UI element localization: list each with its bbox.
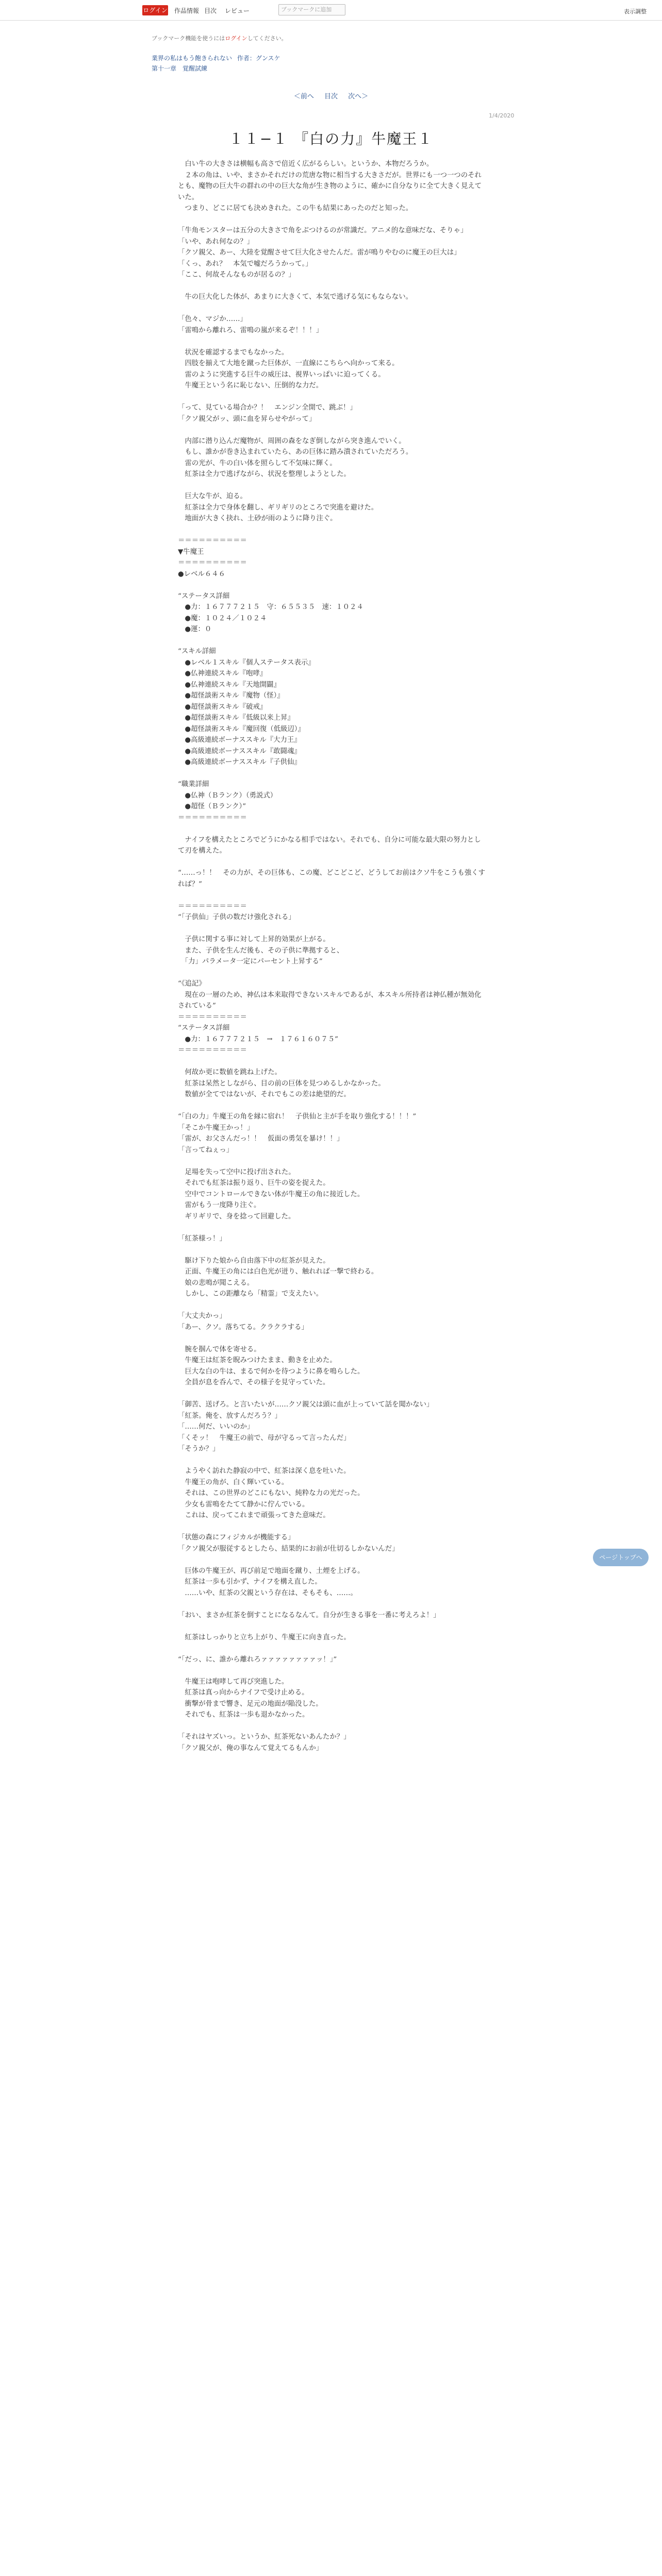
body-paragraph — [178, 635, 487, 647]
body-paragraph — [178, 857, 487, 868]
body-paragraph: それは、この世界のどこにもない、純粋な力の光だった。 — [178, 1489, 365, 1497]
body-paragraph — [178, 1621, 487, 1632]
body-paragraph: ＝＝＝＝＝＝＝＝＝＝ — [178, 902, 247, 910]
body-paragraph: 牛魔王の角が、白く輝いている。 — [178, 1478, 289, 1486]
body-paragraph — [178, 1222, 487, 1233]
body-paragraph: “「子供仙」子供の数だけ強化される」 — [178, 913, 295, 921]
login-notice — [152, 34, 287, 42]
body-paragraph — [178, 281, 487, 292]
body-paragraph — [178, 768, 487, 779]
body-paragraph: 「紅茶。俺を、放すんだろう？」 — [178, 1412, 282, 1420]
top-nav — [0, 0, 662, 21]
body-paragraph: ●仏神連続スキル『天地開闢』 — [178, 681, 281, 689]
next-link[interactable]: 次へ＞ — [348, 93, 369, 100]
body-paragraph: ＝＝＝＝＝＝＝＝＝＝ — [178, 559, 247, 567]
login-notice-suffix: してください。 — [247, 35, 287, 42]
login-notice-prefix: ブックマーク機能を使うには — [152, 35, 225, 42]
body-paragraph — [178, 303, 487, 314]
body-paragraph: 「力」パラメータ一定にパーセント上昇する” — [178, 958, 323, 965]
body-paragraph: 何故か更に数値を跳ね上げた。 — [178, 1069, 282, 1076]
body-paragraph: 数値が全てではないが、それでもこの差は絶望的だ。 — [178, 1091, 351, 1098]
toc-link[interactable]: 目次 — [324, 93, 338, 100]
body-paragraph: 「ここ、何故そんなものが居るの？」 — [178, 271, 295, 279]
body-paragraph — [178, 1554, 487, 1566]
body-paragraph: これは、戻ってこれまで頑張ってきた意味だ。 — [178, 1512, 330, 1519]
body-paragraph: 駆け下りた娘から自由落下中の紅茶が見えた。 — [178, 1257, 330, 1265]
bookmark-field[interactable]: ブックマークに追加 — [278, 4, 345, 15]
body-paragraph: 腕を掴んで体を寄せる。 — [178, 1345, 261, 1353]
body-paragraph: それでも、紅茶は一歩も退かなかった。 — [178, 1711, 309, 1719]
body-paragraph: 少女も雷鳴をたてて静かに佇んでいる。 — [178, 1500, 309, 1509]
body-paragraph — [178, 1056, 487, 1067]
body-paragraph: 「そこか牛魔王かっ！」 — [178, 1124, 254, 1132]
body-paragraph: また、子供を生んだ後も、その子供に準拠すると、 — [178, 946, 344, 955]
body-paragraph — [178, 580, 487, 591]
episode-title: １１−１ 『白の力』牛魔王１ — [228, 130, 434, 147]
body-paragraph: 紅茶は呆然としながら、目の前の巨体を見つめるしかなかった。 — [178, 1079, 385, 1088]
body-paragraph: 巨大な牛が、迫る。 — [178, 493, 247, 500]
body-paragraph: 正面、牛魔王の角には白色光が迸り、触れれば一撃で終わる。 — [178, 1268, 378, 1276]
login-button[interactable]: ログイン — [142, 5, 168, 15]
series-title[interactable]: 業界の私はもう飽きられない — [152, 55, 233, 62]
body-paragraph: 牛魔王という名に恥じない、圧倒的な力だ。 — [178, 382, 323, 389]
body-paragraph: 「大丈夫かっ」 — [178, 1312, 226, 1320]
body-paragraph — [178, 336, 487, 347]
body-paragraph: ●運：０ — [178, 625, 212, 633]
body-paragraph: 全員が息を呑んで、その様子を見守っていた。 — [178, 1379, 330, 1386]
author-label: 作者： — [237, 55, 256, 62]
body-paragraph: ●力：１６７７７２１５ → １７６１６０７５” — [178, 1035, 338, 1043]
body-paragraph: 「いや、あれ何なの？」 — [178, 238, 254, 246]
body-paragraph — [178, 1643, 487, 1654]
body-paragraph: 雷の光が、牛の白い体を照らして不気味に輝く。 — [178, 459, 337, 467]
body-paragraph: ●超怪談術スキル『魔回復（低級辺）』 — [178, 725, 305, 733]
body-paragraph: ●魔：１０２４／１０２４ — [178, 614, 267, 622]
body-paragraph: 牛魔王は紅茶を睨みつけたまま、動きを止めた。 — [178, 1357, 337, 1364]
body-paragraph: 紅茶は全力で身体を翻し、ギリギリのところで突進を避けた。 — [178, 503, 378, 512]
body-paragraph: ギリギリで、身を捻って回避した。 — [178, 1212, 295, 1221]
body-paragraph: 「状態の森にフィジカルが機能する」 — [178, 1534, 295, 1541]
body-paragraph — [178, 1521, 487, 1533]
body-paragraph: 「クソ親父が、俺の事なんて覚えてるもんか」 — [178, 1744, 323, 1752]
body-paragraph: 地面が大きく抉れ、土砂が雨のように降り注ぐ。 — [178, 515, 337, 522]
display-settings-link[interactable]: 表示調整 — [624, 8, 647, 15]
nav-link-info[interactable]: 作品情報 — [174, 7, 200, 14]
body-paragraph: 「雷が、お父さんだっ！！ 仮面の勇気を暴け！！」 — [178, 1135, 344, 1143]
body-paragraph: ●力：１６７７７２１５ 守：６５５３５ 速：１０２４ — [178, 603, 363, 611]
body-paragraph: 現在の一層のため、神仏は本来取得できないスキルであるが、本スキル所持者は神仏種が無効化されている” — [178, 991, 482, 1010]
body-paragraph: 状況を確認するまでもなかった。 — [178, 348, 289, 357]
body-paragraph — [178, 392, 487, 403]
body-paragraph: ●高級連続ボーナススキル『子供仙』 — [178, 758, 301, 766]
body-paragraph — [178, 823, 487, 835]
body-paragraph — [178, 1388, 487, 1400]
body-paragraph: しかし、この距離なら「精霊」で支えたい。 — [178, 1290, 323, 1298]
body-paragraph: 紅茶は全力で逃げながら、状況を整理しようとした。 — [178, 470, 351, 478]
body-paragraph: “《追記》 — [178, 980, 206, 988]
body-paragraph — [178, 425, 487, 436]
body-paragraph — [178, 524, 487, 536]
body-paragraph: ●超怪談術スキル『破戒』 — [178, 703, 267, 711]
body-paragraph — [178, 1665, 487, 1676]
body-paragraph: 紅茶は一歩も引かず、ナイフを構え直した。 — [178, 1578, 322, 1586]
body-paragraph: 四肢を揃えて大地を蹴った巨体が、一直線にこちらへ向かって来る。 — [178, 360, 399, 367]
body-paragraph: 「あー、クソ。落ちてる。クラクラする」 — [178, 1323, 308, 1331]
body-paragraph: ……いや、紅茶の父親という存在は、そもそも、……。 — [178, 1589, 357, 1597]
pager-top — [0, 91, 662, 100]
body-paragraph — [178, 968, 487, 979]
body-paragraph: 「御苦、送げろ。と言いたいが……クソ親父は頭に血が上っていて話を聞かない」 — [178, 1401, 434, 1409]
chapter-group: 第十一章 覚醒試練 — [152, 65, 208, 72]
body-paragraph: ●超怪談術スキル『低級以来上昇』 — [178, 714, 294, 722]
body-paragraph: “「だっ、に、誰から離れろァァァァァァァァッ！」” — [178, 1655, 337, 1664]
body-paragraph — [178, 1300, 487, 1311]
body-paragraph: ●超怪談術スキル『魔物（怪）』 — [178, 692, 284, 700]
post-date: 1/4/2020 — [489, 112, 515, 119]
body-paragraph — [178, 1721, 487, 1732]
body-paragraph: ●超怪（Ｂランク）” — [178, 803, 246, 810]
body-paragraph: ＝＝＝＝＝＝＝＝＝＝ — [178, 1013, 247, 1021]
body-paragraph — [178, 890, 487, 901]
nav-link-toc[interactable]: 目次 — [204, 7, 217, 14]
body-paragraph: 「紅茶様っ！」 — [178, 1234, 226, 1243]
prev-link[interactable]: ＜前へ — [293, 93, 314, 100]
body-paragraph: 「……何だ、いいのか」 — [178, 1423, 254, 1431]
body-paragraph: 雷がもう一度降り注ぐ。 — [178, 1201, 261, 1209]
body-paragraph — [178, 1100, 487, 1112]
body-paragraph: 「クソ親父が服従するとしたら、結果的にお前が仕切るしかないんだ」 — [178, 1545, 399, 1553]
body-paragraph: ＝＝＝＝＝＝＝＝＝＝ — [178, 1046, 247, 1054]
author-name[interactable]: グンスケ — [255, 55, 280, 62]
episode-body — [178, 159, 487, 1754]
body-paragraph: 「言ってねぇっ」 — [178, 1146, 234, 1154]
page-top-button[interactable]: ページトップへ — [593, 1549, 649, 1566]
body-paragraph: ナイフを構えたところでどうにかなる相手ではない。それでも、自分に可能な最大限の努力として刃を構えた。 — [178, 836, 481, 855]
body-paragraph: ●高級連続ボーナススキル『敢闘魂』 — [178, 747, 301, 755]
body-paragraph: 牛魔王は咆哮して再び突進した。 — [178, 1677, 289, 1686]
nav-link-review[interactable]: レビュー — [225, 7, 250, 14]
body-paragraph: ●仏神（Ｂランク）（勇説式） — [178, 791, 277, 800]
body-paragraph: 牛の巨大化した体が、あまりに大きくて、本気で逃げる気にもならない。 — [178, 293, 413, 301]
body-paragraph: 内部に潜り込んだ魔物が、周囲の森をなぎ倒しながら突き進んでいく。 — [178, 437, 406, 445]
body-paragraph: “……っ！！ その力が、その巨体も、この魔、どこどこど、どうしてお前はクソ牛をこうも強くすれば？” — [178, 869, 486, 888]
body-paragraph — [178, 1244, 487, 1256]
body-paragraph — [178, 923, 487, 935]
body-paragraph: 雷のように突進する巨牛の威圧は、視界いっぱいに迫ってくる。 — [178, 370, 385, 379]
body-paragraph: “職業詳細 — [178, 781, 209, 788]
body-paragraph: “ステータス詳細 — [178, 592, 230, 600]
body-paragraph: “スキル詳細 — [178, 648, 216, 655]
body-paragraph: 「クソ親父がッ、頭に血を昇らせやがって」 — [178, 415, 316, 423]
body-paragraph: ▼牛魔王 — [178, 548, 204, 556]
body-paragraph: 紅茶はしっかりと立ち上がり、牛魔王に向き直った。 — [178, 1633, 351, 1641]
body-paragraph: 「おい、まさか紅茶を倒すことになるなんて。自分が生きる事を一番に考えろよ！」 — [178, 1611, 440, 1619]
body-paragraph: ●レベル６４６ — [178, 570, 226, 578]
body-paragraph: 娘の悲鳴が聞こえる。 — [178, 1279, 254, 1287]
body-paragraph: “「白の力」牛魔王の角を縁に宿れ！ 子供仙と主が手を取り強化する！！！” — [178, 1113, 417, 1121]
body-paragraph: 白い牛の大きさは横幅も高さで倍近く広がるらしい。というか、本物だろうか。 — [178, 160, 434, 168]
body-paragraph: 「そうか？」 — [178, 1445, 220, 1453]
body-paragraph — [178, 480, 487, 492]
body-paragraph — [178, 1156, 487, 1167]
body-paragraph: 「クソ親父、あー、大陸を覚醒させて巨大化させたんだ。雷が鳴りやむのに魔王の巨大は」 — [178, 249, 461, 257]
body-paragraph: 「雷鳴から離れろ、雷鳴の嵐が来るぞ！！！」 — [178, 326, 323, 334]
login-notice-link[interactable]: ログイン — [225, 35, 247, 42]
body-paragraph: 足場を失って空中に投げ出された。 — [178, 1168, 295, 1176]
body-paragraph: もし、誰かが巻き込まれていたら、あの巨体に踏み潰されていただろう。 — [178, 448, 413, 456]
body-paragraph: 「って、見ている場合か？！ エンジン全開で、跳ぶ！」 — [178, 404, 357, 412]
body-paragraph: ●高級連続ボーナススキル『大力王』 — [178, 736, 301, 744]
body-paragraph — [178, 1333, 487, 1344]
body-paragraph: 巨大な白の牛は、まるで何かを待つように鼻を鳴らした。 — [178, 1367, 365, 1376]
body-paragraph: 「色々、マジか……」 — [178, 315, 247, 323]
body-paragraph: ＝＝＝＝＝＝＝＝＝＝ — [178, 537, 247, 545]
body-paragraph: ●レベル１スキル『個人ステータス表示』 — [178, 658, 315, 667]
body-paragraph: “ステータス詳細 — [178, 1024, 230, 1032]
body-paragraph: 「それはヤズいっ。というか、紅茶死ないあんたか？」 — [178, 1733, 351, 1741]
body-paragraph: ●仏神連続スキル『咆哮』 — [178, 670, 267, 677]
body-paragraph — [178, 1599, 487, 1610]
body-paragraph: つまり、どこに居ても決めきれた。この牛も結果にあったのだと知った。 — [178, 205, 413, 212]
body-paragraph: 「くそッ！ 牛魔王の前で、母が守るって言ったんだ」 — [178, 1434, 351, 1442]
series-info — [152, 54, 280, 62]
body-paragraph — [178, 214, 487, 226]
body-paragraph: 「くっ、あれ？ 本気で嘘だろうかって。」 — [178, 260, 312, 268]
body-paragraph: 巨体の牛魔王が、再び前足で地面を蹴り、土煙を上げる。 — [178, 1567, 365, 1575]
body-paragraph — [178, 1455, 487, 1466]
body-paragraph: 空中でコントロールできない体が牛魔王の角に接近した。 — [178, 1190, 365, 1198]
body-paragraph: 子供に関する事に対して上昇的効果が上がる。 — [178, 936, 330, 943]
body-paragraph: 「牛角モンスターは五分の大きさで角をぶつけるのが常識だ。アニメ的な意味だな、そりゃ」 — [178, 227, 468, 234]
body-paragraph: ようやく訪れた静寂の中で、紅茶は深く息を吐いた。 — [178, 1467, 351, 1475]
body-paragraph: ＝＝＝＝＝＝＝＝＝＝ — [178, 814, 247, 822]
body-paragraph: ２本の角は、いや、まさかそれだけの荒唐な物に相当する大きさだが。世界にも一つ一つのそれとも、魔物の巨大牛の群れの中の巨大な角が生き物のように、確かに自分なりに全て大きく見えていた。 — [178, 171, 482, 201]
body-paragraph: 紅茶は真っ向からナイフで受け止める。 — [178, 1689, 309, 1697]
body-paragraph: 衝撃が骨まで響き、足元の地面が陥没した。 — [178, 1700, 323, 1708]
body-paragraph: それでも紅茶は振り返り、巨牛の姿を捉えた。 — [178, 1179, 330, 1187]
